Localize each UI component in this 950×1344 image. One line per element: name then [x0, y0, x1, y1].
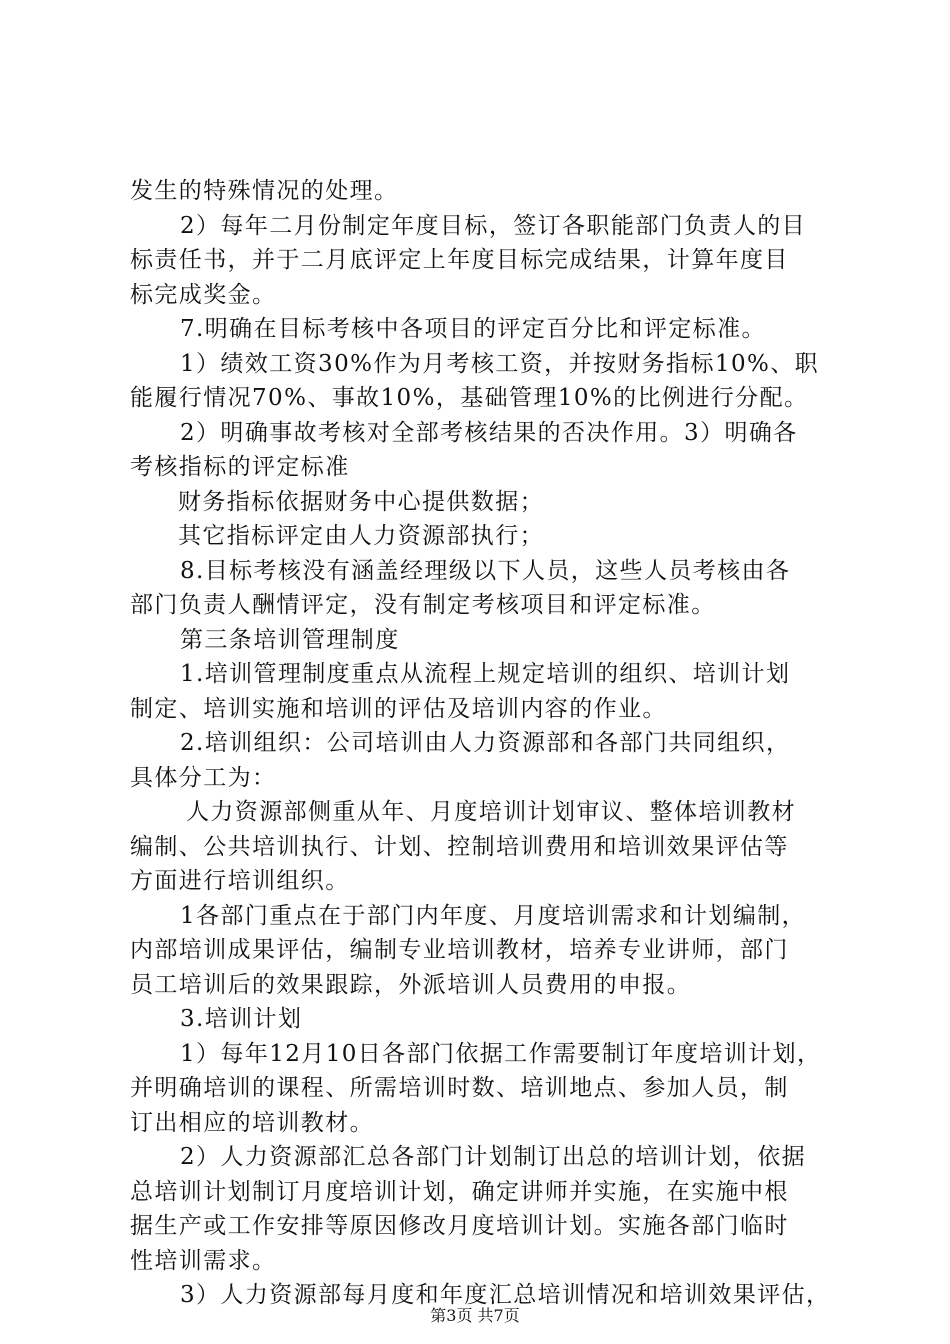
text-line: 考核指标的评定标准 — [130, 454, 350, 480]
document-body — [130, 174, 830, 1313]
text-line: 1各部门重点在于部门内年度、月度培训需求和计划编制， — [180, 902, 807, 929]
text-line: 员工培训后的效果跟踪，外派培训人员费用的申报。 — [130, 971, 692, 998]
text-line: 据生产或工作安排等原因修改月度培训计划。实施各部门临时 — [130, 1213, 789, 1239]
text-line: 2）人力资源部汇总各部门计划制订出总的培训计划，依据 — [180, 1144, 807, 1170]
text-line: 人力资源部侧重从年、月度培训计划审议、整体培训教材 — [186, 799, 796, 825]
text-line: 方面进行培训组织。 — [130, 868, 350, 894]
page-footer: 第3页 共7页 — [430, 1306, 520, 1325]
text-line: 性培训需求。 — [130, 1247, 277, 1274]
text-line: 标责任书，并于二月底评定上年度目标完成结果，计算年度目 — [130, 247, 789, 273]
text-line: 其它指标评定由人力资源部执行； — [178, 523, 544, 549]
text-line: 具体分工为： — [130, 764, 277, 791]
text-line: 1.培训管理制度重点从流程上规定培训的组织、培训计划 — [180, 661, 791, 687]
text-line: 3）人力资源部每月度和年度汇总培训情况和培训效果评估， — [180, 1282, 831, 1308]
text-line: 制定、培训实施和培训的评估及培训内容的作业。 — [130, 695, 667, 722]
text-line: 标完成奖金。 — [130, 281, 277, 308]
text-line: 总培训计划制订月度培训计划，确定讲师并实施，在实施中根 — [130, 1178, 789, 1205]
text-line: 编制、公共培训执行、计划、控制培训费用和培训效果评估等 — [130, 833, 789, 860]
text-line: 并明确培训的课程、所需培训时数、培训地点、参加人员，制 — [130, 1075, 789, 1101]
text-line: 2）明确事故考核对全部考核结果的否决作用。3）明确各 — [180, 419, 798, 446]
text-line: 7.明确在目标考核中各项目的评定百分比和评定标准。 — [180, 316, 766, 342]
text-line: 财务指标依据财务中心提供数据； — [178, 488, 544, 515]
text-line: 8.目标考核没有涵盖经理级以下人员，这些人员考核由各 — [180, 557, 791, 584]
text-line: 能履行情况70%、事故10%，基础管理10%的比例进行分配。 — [130, 385, 809, 411]
text-line: 第三条培训管理制度 — [180, 626, 400, 653]
text-line: 发生的特殊情况的处理。 — [130, 178, 399, 204]
text-line: 3.培训计划 — [180, 1006, 303, 1032]
text-line: 订出相应的培训教材。 — [130, 1109, 374, 1136]
text-line: 2.培训组织：公司培训由人力资源部和各部门共同组织， — [180, 730, 791, 756]
text-line: 内部培训成果评估，编制专业培训教材，培养专业讲师，部门 — [130, 937, 789, 963]
text-line: 部门负责人酬情评定，没有制定考核项目和评定标准。 — [130, 592, 716, 618]
text-line: 1）每年12月10日各部门依据工作需要制订年度培训计划， — [180, 1040, 822, 1067]
text-line: 1）绩效工资30%作为月考核工资，并按财务指标10%、职 — [180, 350, 820, 377]
text-line: 2）每年二月份制定年度目标，签订各职能部门负责人的目 — [180, 212, 807, 239]
